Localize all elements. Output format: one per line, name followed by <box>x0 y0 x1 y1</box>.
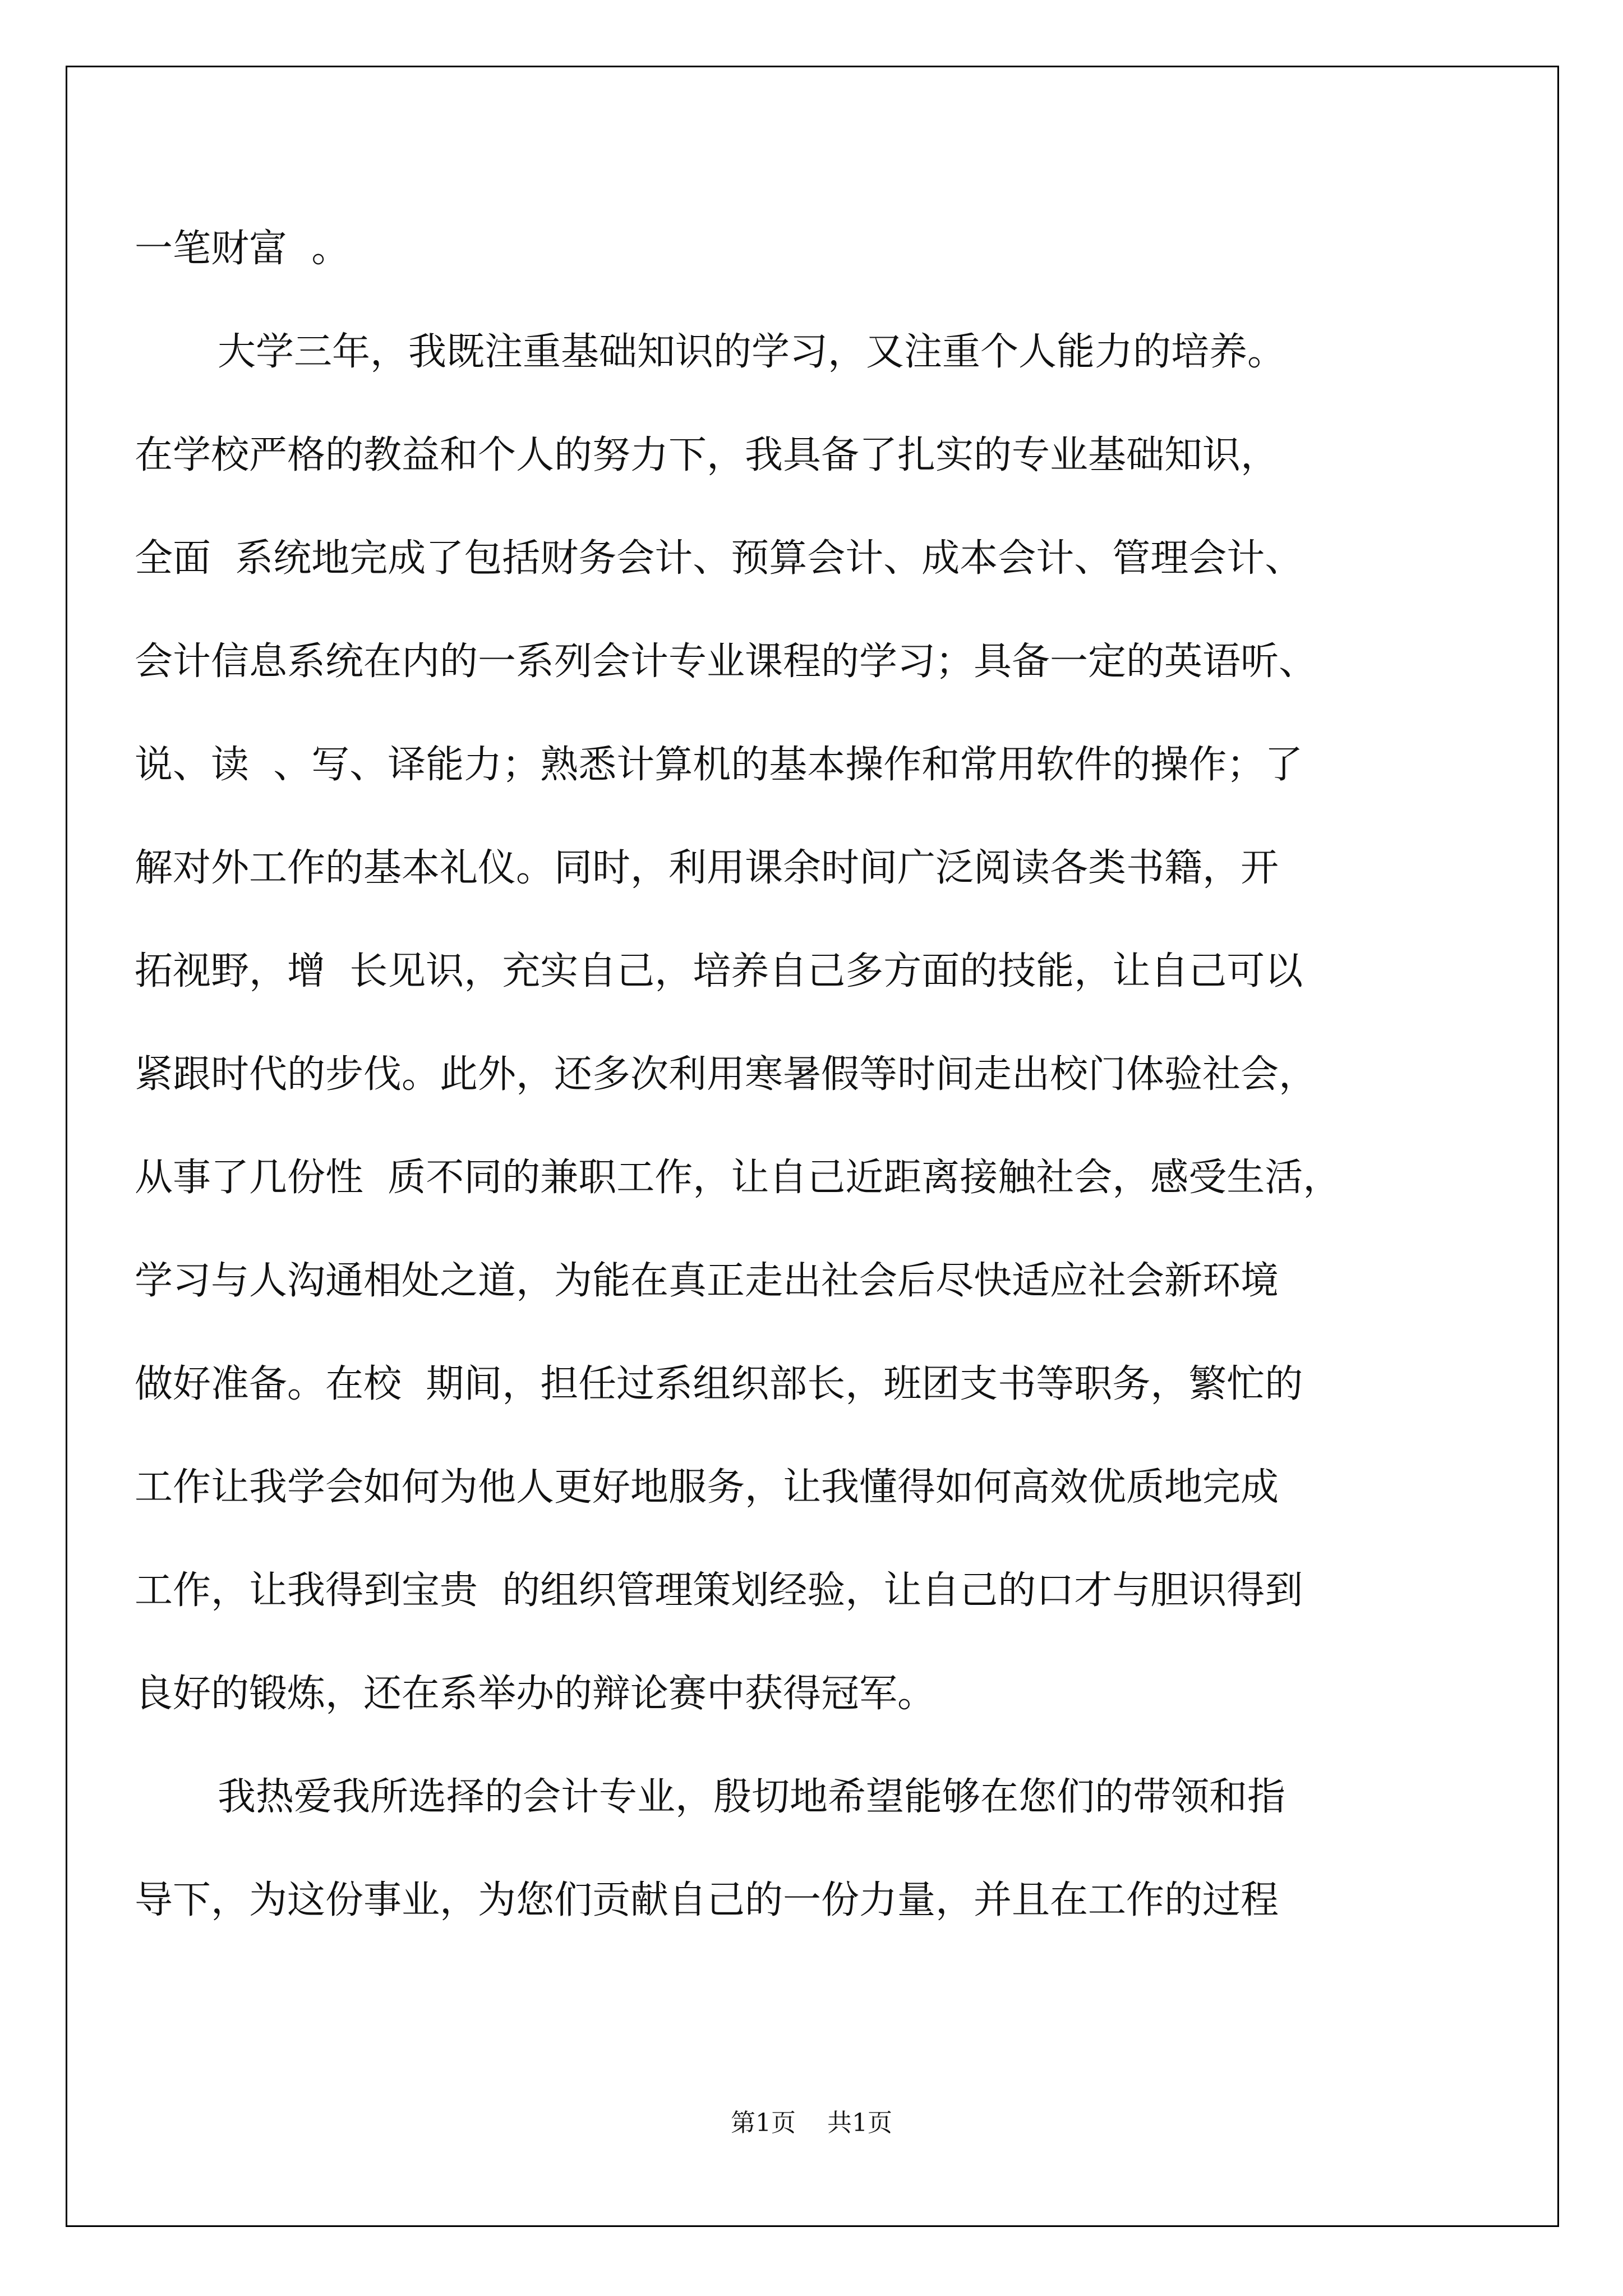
text-line: 紧跟时代的步伐。此外，还多次利用寒暑假等时间走出校门体验社会， <box>135 1052 1317 1097</box>
text-line: 解对外工作的基本礼仪。同时，利用课余时间广泛阅读各类书籍，开 <box>135 846 1279 890</box>
text-line: 说、读 、写、译能力；熟悉计算机的基本操作和常用软件的操作；了 <box>135 743 1303 787</box>
page-footer: 第1页 共1页 <box>731 2109 892 2137</box>
text-line: 工作让我学会如何为他人更好地服务，让我懂得如何高效优质地完成 <box>135 1465 1279 1510</box>
text-line: 在学校严格的教益和个人的努力下，我具备了扎实的专业基础知识， <box>135 433 1279 477</box>
paragraph-line-indented: 我热爱我所选择的会计专业，殷切地希望能够在您们的带领和指 <box>218 1775 1286 1819</box>
text-line: 工作，让我得到宝贵 的组织管理策划经验，让自己的口才与胆识得到 <box>135 1568 1303 1613</box>
text-line: 一笔财富 。 <box>135 227 350 271</box>
text-line: 从事了几份性 质不同的兼职工作，让自己近距离接触社会，感受生活， <box>135 1156 1341 1200</box>
text-line: 做好准备。在校 期间，担任过系组织部长，班团支书等职务，繁忙的 <box>135 1362 1303 1406</box>
text-line: 学习与人沟通相处之道，为能在真正走出社会后尽快适应社会新环境 <box>135 1259 1279 1303</box>
text-line: 全面 系统地完成了包括财务会计、预算会计、成本会计、管理会计、 <box>135 536 1303 581</box>
text-line: 良好的锻炼，还在系举办的辩论赛中获得冠军。 <box>135 1672 936 1716</box>
paragraph-line-indented: 大学三年，我既注重基础知识的学习，又注重个人能力的培养。 <box>218 330 1286 374</box>
text-line: 导下，为这份事业，为您们贡献自己的一份力量，并且在工作的过程 <box>135 1878 1279 1922</box>
text-line: 会计信息系统在内的一系列会计专业课程的学习；具备一定的英语听、 <box>135 639 1317 684</box>
text-line: 拓视野，增 长见识，充实自己，培养自己多方面的技能，让自己可以 <box>135 949 1303 993</box>
